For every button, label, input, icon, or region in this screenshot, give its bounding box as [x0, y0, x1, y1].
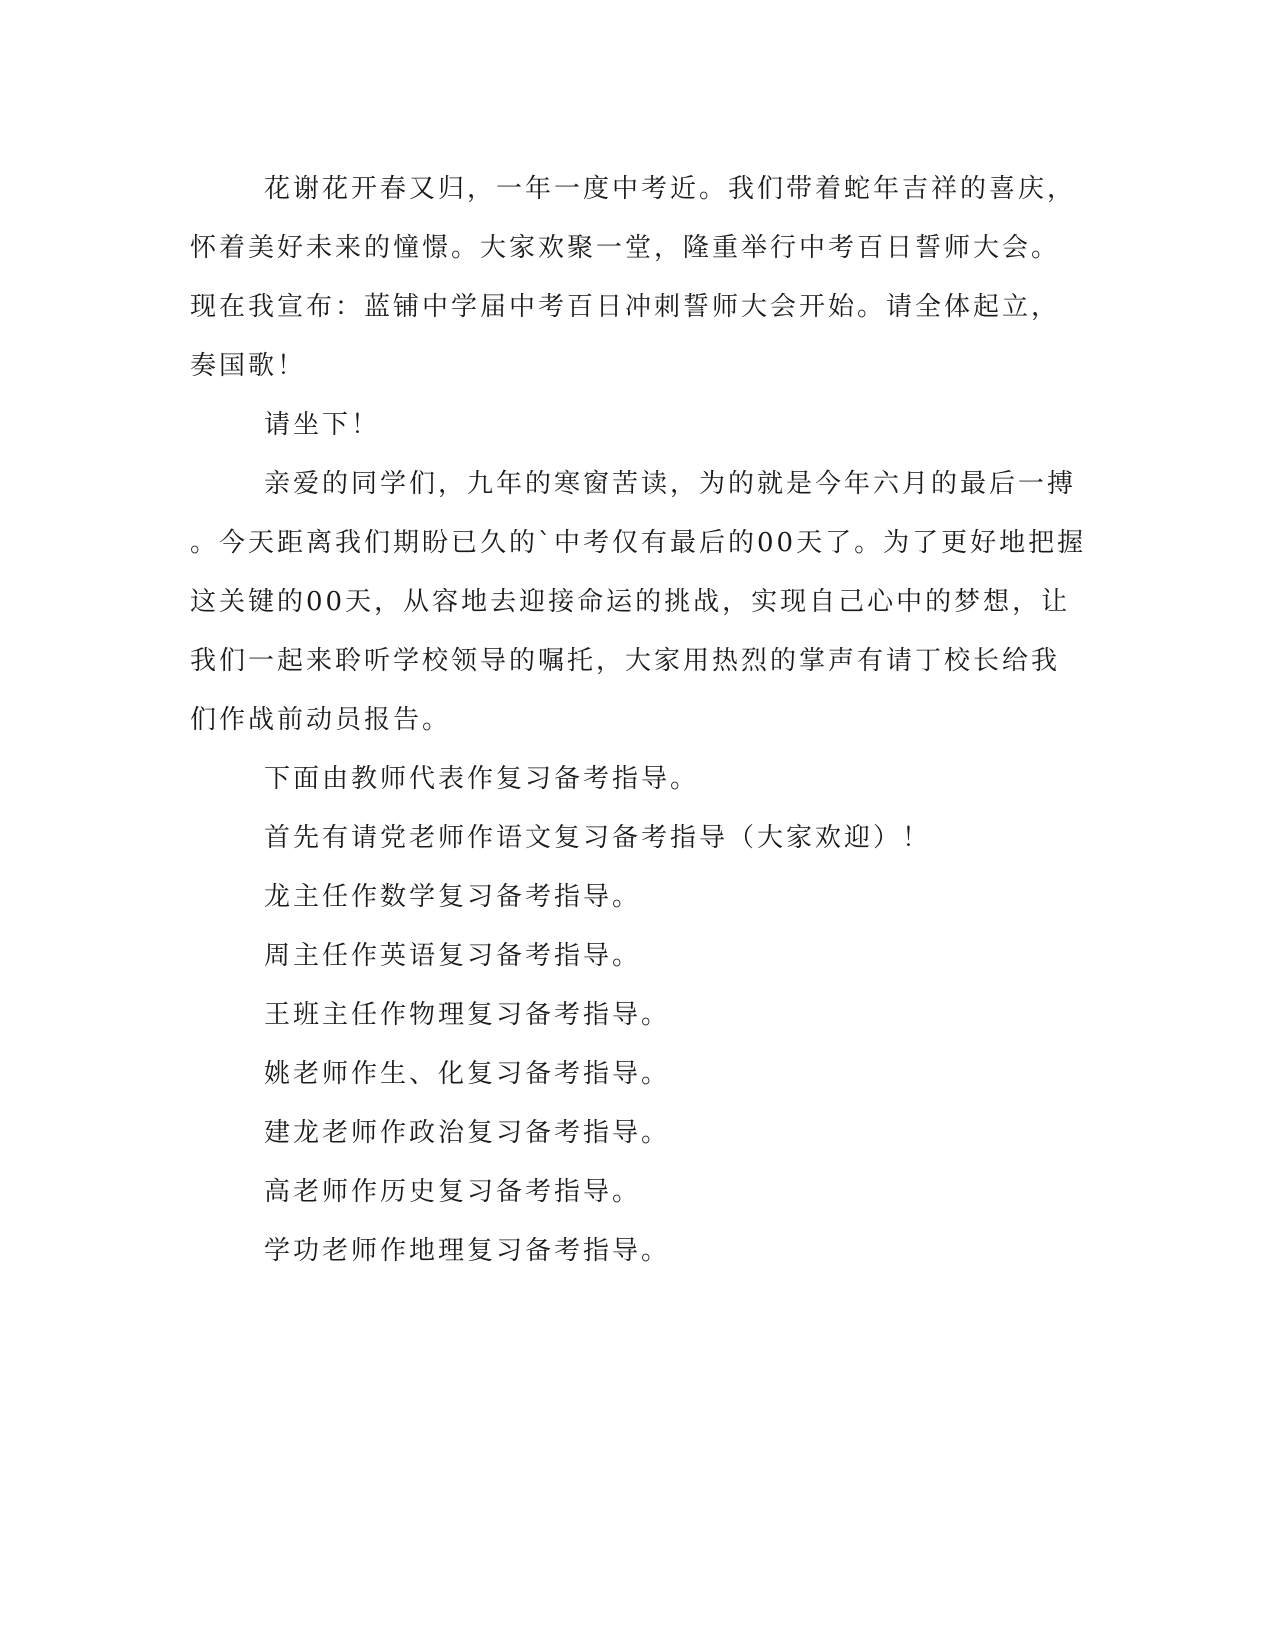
paragraph-math — [190, 868, 1090, 927]
text-line: 这关键的00天，从容地去迎接命运的挑战，实现自己心中的梦想，让 — [190, 587, 1071, 617]
text-line: 亲爱的同学们，九年的寒窗苦读，为的就是今年六月的最后一搏 — [264, 469, 1077, 499]
text-line: 高老师作历史复习备考指导。 — [264, 1177, 642, 1207]
paragraph-students — [190, 455, 1090, 750]
text-line: 龙主任作数学复习备考指导。 — [264, 882, 642, 912]
text-line: 王班主任作物理复习备考指导。 — [264, 1000, 671, 1030]
paragraph-teacher-reps — [190, 750, 1090, 809]
text-line: 下面由教师代表作复习备考指导。 — [264, 764, 700, 794]
text-line: 。今天距离我们期盼已久的`中考仅有最后的00天了。为了更好地把握 — [190, 528, 1087, 558]
text-line: 们作战前动员报告。 — [190, 705, 452, 735]
text-line: 花谢花开春又归，一年一度中考近。我们带着蛇年吉祥的喜庆， — [264, 174, 1077, 204]
paragraph-sit-down — [190, 396, 1090, 455]
paragraph-bio-chem — [190, 1045, 1090, 1104]
paragraph-politics — [190, 1104, 1090, 1163]
text-line: 学功老师作地理复习备考指导。 — [264, 1236, 671, 1266]
text-line: 首先有请党老师作语文复习备考指导（大家欢迎）！ — [264, 823, 932, 853]
text-line: 奏国歌！ — [190, 351, 307, 381]
text-line: 建龙老师作政治复习备考指导。 — [264, 1118, 671, 1148]
document-body — [190, 160, 1090, 1281]
paragraph-opening — [190, 160, 1090, 396]
text-line: 周主任作英语复习备考指导。 — [264, 941, 642, 971]
text-line: 请坐下！ — [264, 410, 381, 440]
text-line: 怀着美好未来的憧憬。大家欢聚一堂，隆重举行中考百日誓师大会。 — [190, 233, 1061, 263]
paragraph-english — [190, 927, 1090, 986]
paragraph-geography — [190, 1222, 1090, 1281]
paragraph-history — [190, 1163, 1090, 1222]
paragraph-chinese — [190, 809, 1090, 868]
text-line: 姚老师作生、化复习备考指导。 — [264, 1059, 671, 1089]
paragraph-physics — [190, 986, 1090, 1045]
text-line: 我们一起来聆听学校领导的嘱托，大家用热烈的掌声有请丁校长给我 — [190, 646, 1061, 676]
text-line: 现在我宣布：蓝铺中学届中考百日冲刺誓师大会开始。请全体起立， — [190, 292, 1061, 322]
